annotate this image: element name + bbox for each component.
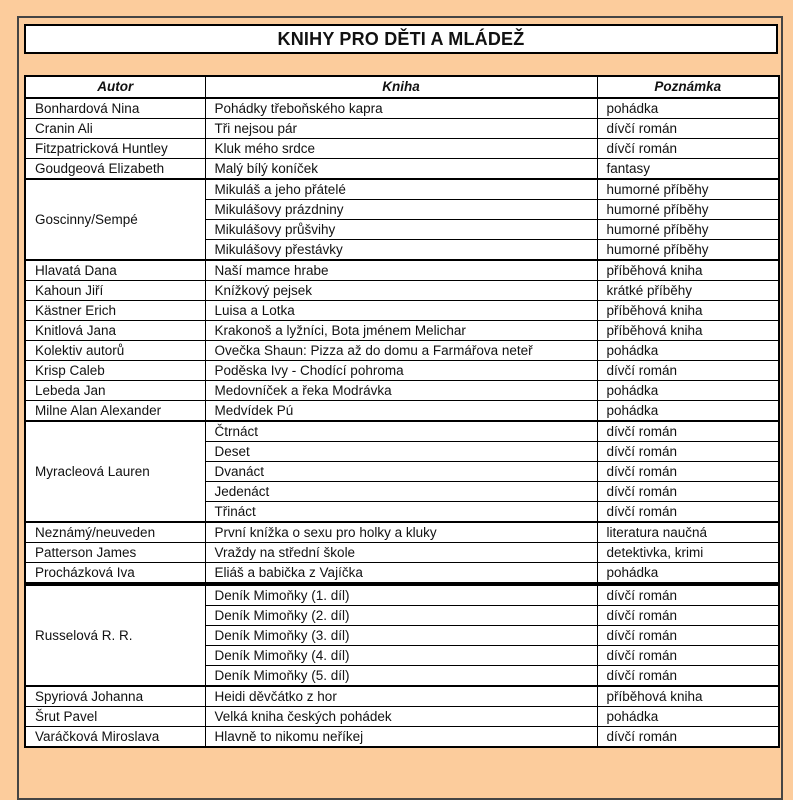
book-title-cell: Mikulášovy přestávky bbox=[205, 240, 597, 261]
book-title-cell: Pohádky třeboňského kapra bbox=[205, 98, 597, 119]
table-row bbox=[25, 361, 779, 381]
table-header-row bbox=[25, 76, 779, 98]
author-cell: Krisp Caleb bbox=[25, 361, 205, 381]
author-cell: Russelová R. R. bbox=[25, 584, 205, 686]
table-body bbox=[25, 98, 779, 747]
book-title-cell: Naší mamce hrabe bbox=[205, 260, 597, 281]
book-title-cell: Mikuláš a jeho přátelé bbox=[205, 179, 597, 200]
author-cell: Bonhardová Nina bbox=[25, 98, 205, 119]
table-row bbox=[25, 381, 779, 401]
author-cell: Lebeda Jan bbox=[25, 381, 205, 401]
book-title-cell: Deník Mimoňky (1. díl) bbox=[205, 584, 597, 606]
note-cell: dívčí román bbox=[597, 727, 779, 748]
note-cell: dívčí román bbox=[597, 626, 779, 646]
note-cell: příběhová kniha bbox=[597, 301, 779, 321]
note-cell: dívčí román bbox=[597, 139, 779, 159]
table-row bbox=[25, 707, 779, 727]
note-cell: dívčí román bbox=[597, 421, 779, 442]
note-cell: krátké příběhy bbox=[597, 281, 779, 301]
book-title-cell: Luisa a Lotka bbox=[205, 301, 597, 321]
note-cell: dívčí román bbox=[597, 119, 779, 139]
book-title-cell: Heidi děvčátko z hor bbox=[205, 686, 597, 707]
note-cell: pohádka bbox=[597, 707, 779, 727]
table-row bbox=[25, 421, 779, 442]
book-title-cell: Mikulášovy prázdniny bbox=[205, 200, 597, 220]
note-cell: příběhová kniha bbox=[597, 260, 779, 281]
book-title-cell: Kluk mého srdce bbox=[205, 139, 597, 159]
author-cell: Neznámý/neuveden bbox=[25, 522, 205, 543]
note-cell: dívčí román bbox=[597, 361, 779, 381]
table-row bbox=[25, 522, 779, 543]
book-title-cell: Deník Mimoňky (4. díl) bbox=[205, 646, 597, 666]
note-cell: humorné příběhy bbox=[597, 179, 779, 200]
author-cell: Procházková Iva bbox=[25, 563, 205, 585]
author-cell: Hlavatá Dana bbox=[25, 260, 205, 281]
book-title-cell: Hlavně to nikomu neříkej bbox=[205, 727, 597, 748]
note-cell: humorné příběhy bbox=[597, 220, 779, 240]
note-cell: pohádka bbox=[597, 341, 779, 361]
book-title-cell: Deník Mimoňky (3. díl) bbox=[205, 626, 597, 646]
table-row bbox=[25, 179, 779, 200]
author-cell: Kästner Erich bbox=[25, 301, 205, 321]
book-title-cell: Knížkový pejsek bbox=[205, 281, 597, 301]
note-cell: dívčí román bbox=[597, 584, 779, 606]
note-cell: dívčí román bbox=[597, 646, 779, 666]
book-title-cell: Mikulášovy průšvihy bbox=[205, 220, 597, 240]
book-title-cell: Medvídek Pú bbox=[205, 401, 597, 422]
note-cell: dívčí román bbox=[597, 482, 779, 502]
table-row bbox=[25, 341, 779, 361]
book-title-cell: Malý bílý koníček bbox=[205, 159, 597, 180]
book-title-cell: Čtrnáct bbox=[205, 421, 597, 442]
table-row bbox=[25, 281, 779, 301]
book-title-cell: Tři nejsou pár bbox=[205, 119, 597, 139]
table-row bbox=[25, 301, 779, 321]
column-header-book: Kniha bbox=[205, 76, 597, 98]
note-cell: příběhová kniha bbox=[597, 686, 779, 707]
note-cell: detektivka, krimi bbox=[597, 543, 779, 563]
author-cell: Varáčková Miroslava bbox=[25, 727, 205, 748]
author-cell: Knitlová Jana bbox=[25, 321, 205, 341]
author-cell: Šrut Pavel bbox=[25, 707, 205, 727]
table-row bbox=[25, 119, 779, 139]
book-title-cell: Dvanáct bbox=[205, 462, 597, 482]
note-cell: příběhová kniha bbox=[597, 321, 779, 341]
table-row bbox=[25, 260, 779, 281]
note-cell: dívčí román bbox=[597, 442, 779, 462]
author-cell: Patterson James bbox=[25, 543, 205, 563]
page-title: KNIHY PRO DĚTI A MLÁDEŽ bbox=[24, 24, 778, 54]
note-cell: dívčí román bbox=[597, 462, 779, 482]
note-cell: fantasy bbox=[597, 159, 779, 180]
book-table bbox=[24, 75, 780, 748]
book-title-cell: Třináct bbox=[205, 502, 597, 523]
book-title-cell: Vraždy na střední škole bbox=[205, 543, 597, 563]
author-cell: Myracleová Lauren bbox=[25, 421, 205, 522]
author-cell: Goudgeová Elizabeth bbox=[25, 159, 205, 180]
table-row bbox=[25, 321, 779, 341]
book-title-cell: Poděska Ivy - Chodící pohroma bbox=[205, 361, 597, 381]
book-title-cell: Ovečka Shaun: Pizza až do domu a Farmářova neteř bbox=[205, 341, 597, 361]
author-cell: Goscinny/Sempé bbox=[25, 179, 205, 260]
author-cell: Kahoun Jiří bbox=[25, 281, 205, 301]
note-cell: dívčí román bbox=[597, 502, 779, 523]
book-title-cell: Deník Mimoňky (5. díl) bbox=[205, 666, 597, 687]
table-row bbox=[25, 584, 779, 606]
note-cell: humorné příběhy bbox=[597, 240, 779, 261]
note-cell: pohádka bbox=[597, 381, 779, 401]
book-title-cell: První knížka o sexu pro holky a kluky bbox=[205, 522, 597, 543]
book-title-cell: Deset bbox=[205, 442, 597, 462]
table-row bbox=[25, 159, 779, 180]
note-cell: dívčí román bbox=[597, 666, 779, 687]
note-cell: dívčí román bbox=[597, 606, 779, 626]
table-row bbox=[25, 401, 779, 422]
author-cell: Cranin Ali bbox=[25, 119, 205, 139]
table-row bbox=[25, 686, 779, 707]
table-row bbox=[25, 543, 779, 563]
book-title-cell: Krakonoš a lyžníci, Bota jménem Melichar bbox=[205, 321, 597, 341]
author-cell: Fitzpatricková Huntley bbox=[25, 139, 205, 159]
author-cell: Milne Alan Alexander bbox=[25, 401, 205, 422]
table-row bbox=[25, 563, 779, 585]
table-row bbox=[25, 98, 779, 119]
table-row bbox=[25, 139, 779, 159]
column-header-note: Poznámka bbox=[597, 76, 779, 98]
column-header-author: Autor bbox=[25, 76, 205, 98]
book-title-cell: Medovníček a řeka Modrávka bbox=[205, 381, 597, 401]
note-cell: literatura naučná bbox=[597, 522, 779, 543]
author-cell: Kolektiv autorů bbox=[25, 341, 205, 361]
table-row bbox=[25, 727, 779, 748]
book-title-cell: Jedenáct bbox=[205, 482, 597, 502]
note-cell: pohádka bbox=[597, 563, 779, 585]
book-title-cell: Eliáš a babička z Vajíčka bbox=[205, 563, 597, 585]
book-title-cell: Deník Mimoňky (2. díl) bbox=[205, 606, 597, 626]
note-cell: pohádka bbox=[597, 401, 779, 422]
book-title-cell: Velká kniha českých pohádek bbox=[205, 707, 597, 727]
note-cell: pohádka bbox=[597, 98, 779, 119]
author-cell: Spyriová Johanna bbox=[25, 686, 205, 707]
note-cell: humorné příběhy bbox=[597, 200, 779, 220]
